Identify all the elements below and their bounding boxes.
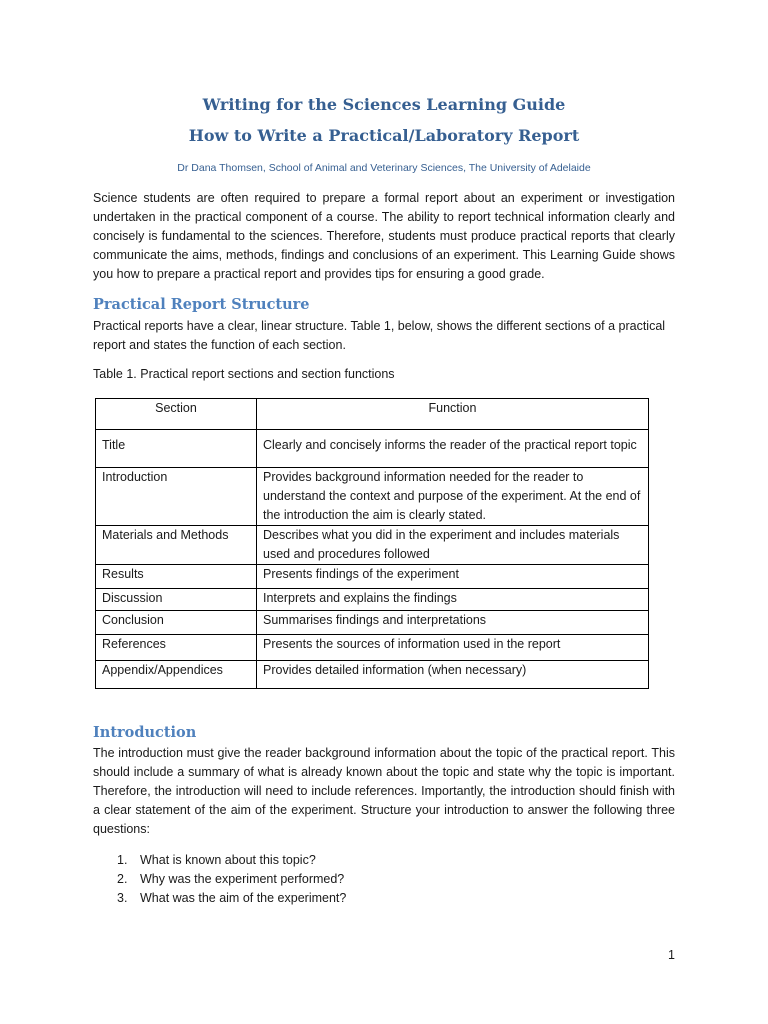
structure-paragraph: Practical reports have a clear, linear structure. Table 1, below, shows the different sections of a practical report and states the function of each section. (93, 319, 666, 352)
table-row (96, 468, 649, 526)
cell-function: Interprets and explains the findings (257, 589, 649, 611)
header-section: Section (96, 399, 257, 430)
cell-section: Discussion (96, 589, 257, 611)
cell-section: Materials and Methods (96, 526, 257, 565)
table-header-row (96, 399, 649, 430)
document-subtitle: How to Write a Practical/Laboratory Report (188, 126, 580, 145)
cell-function: Describes what you did in the experiment and includes materials used and procedures followed (257, 526, 649, 565)
list-item (117, 851, 346, 870)
cell-function: Clearly and concisely informs the reader of the practical report topic (257, 430, 649, 468)
list-item-number: 1. (117, 853, 128, 867)
table-caption: Table 1. Practical report sections and section functions (93, 367, 395, 381)
cell-section: Appendix/Appendices (96, 661, 257, 689)
document-title: Writing for the Sciences Learning Guide (202, 95, 566, 114)
introduction-paragraph: The introduction must give the reader background information about the topic of the practical report. This should include a summary of what is already known about the topic and state why the topic is important. Therefore, the introduction will need to include references. Importantly, the introduction should finish with a clear statement of the aim of the experiment. Structure your introduction to answer the following three questions: (93, 746, 675, 836)
table-row (96, 661, 649, 689)
list-item-text: What was the aim of the experiment? (140, 891, 347, 905)
cell-section: Conclusion (96, 611, 257, 635)
header-function: Function (257, 399, 649, 430)
introduction-heading: Introduction (93, 724, 197, 741)
table-row (96, 430, 649, 468)
table-row (96, 526, 649, 565)
cell-section: References (96, 635, 257, 661)
cell-function: Presents the sources of information used in the report (257, 635, 649, 661)
cell-section: Title (96, 430, 257, 468)
table-row (96, 589, 649, 611)
sections-table (95, 398, 649, 689)
list-item-text: What is known about this topic? (140, 853, 316, 867)
questions-list (117, 851, 346, 908)
cell-function: Provides background information needed for the reader to understand the context and purpose of the experiment. At the end of the introduction the aim is clearly stated. (257, 468, 649, 526)
structure-heading: Practical Report Structure (93, 296, 310, 313)
intro-paragraph: Science students are often required to prepare a formal report about an experiment or investigation undertaken in the practical component of a course. The ability to report technical information clearly and concisely is fundamental to the sciences. Therefore, students must produce practical reports that clearly communicate the aims, methods, findings and conclusions of an experiment. This Learning Guide shows you how to prepare a practical report and provides tips for ensuring a good grade. (93, 191, 675, 281)
list-item-number: 2. (117, 872, 128, 886)
cell-function: Presents findings of the experiment (257, 565, 649, 589)
author-line: Dr Dana Thomsen, School of Animal and Veterinary Sciences, The University of Adelaide (177, 162, 591, 174)
table-row (96, 611, 649, 635)
page-number: 1 (668, 948, 675, 962)
list-item (117, 870, 346, 889)
list-item-number: 3. (117, 891, 128, 905)
cell-function: Provides detailed information (when necessary) (257, 661, 649, 689)
table-row (96, 565, 649, 589)
list-item (117, 889, 346, 908)
cell-section: Introduction (96, 468, 257, 526)
list-item-text: Why was the experiment performed? (140, 872, 345, 886)
cell-section: Results (96, 565, 257, 589)
table-row (96, 635, 649, 661)
cell-function: Summarises findings and interpretations (257, 611, 649, 635)
